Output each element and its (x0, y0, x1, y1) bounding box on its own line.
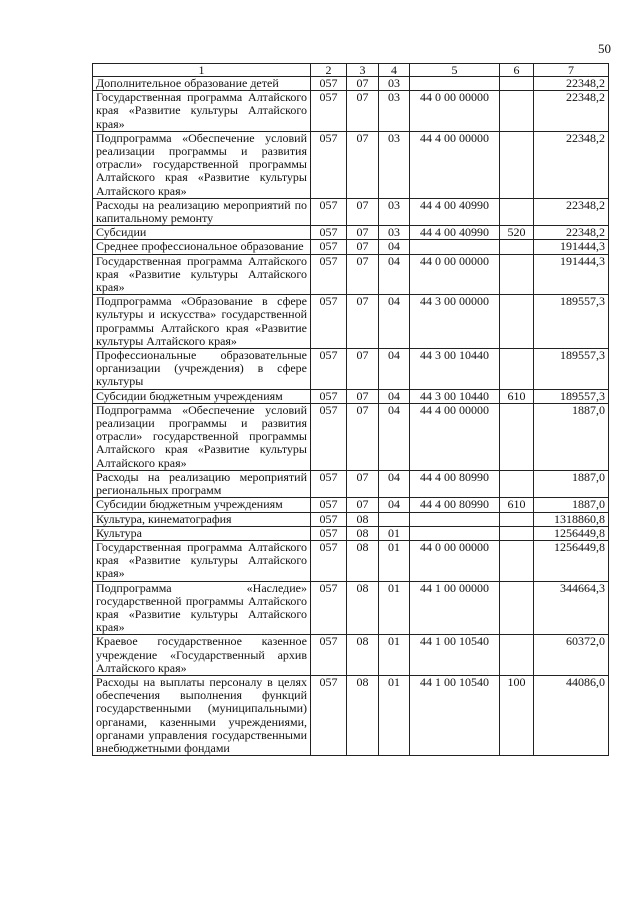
subsection-code: 04 (379, 240, 410, 254)
item-name: Краевое государственное казенное учреждение «Государственный архив Алтайского края» (93, 635, 311, 676)
target-article: 44 1 00 10540 (410, 675, 500, 755)
table-row (93, 77, 609, 91)
subsection-code: 04 (379, 498, 410, 512)
item-name: Расходы на реализацию мероприятий региональных программ (93, 470, 311, 497)
section-code: 08 (347, 526, 379, 540)
ministry-code: 057 (311, 470, 347, 497)
table-row (93, 240, 609, 254)
item-name: Расходы на выплаты персоналу в целях обеспечения выполнения функций государственными (муниципальными) органами, казенными учреждениями, органами управления государственными внебюджетными фондами (93, 675, 311, 755)
ministry-code: 057 (311, 581, 347, 635)
subsection-code: 04 (379, 389, 410, 403)
ministry-code: 057 (311, 512, 347, 526)
item-name: Подпрограмма «Обеспечение условий реализации программы и развития отрасли» государственной программы Алтайского края «Развитие культуры Алтайского края» (93, 131, 311, 198)
item-name: Культура (93, 526, 311, 540)
ministry-code: 057 (311, 403, 347, 470)
target-article (410, 240, 500, 254)
item-name: Культура, кинематография (93, 512, 311, 526)
ministry-code: 057 (311, 77, 347, 91)
subsection-code: 03 (379, 131, 410, 198)
column-header: 7 (534, 64, 609, 77)
column-header: 6 (500, 64, 534, 77)
amount: 189557,3 (534, 389, 609, 403)
item-name: Государственная программа Алтайского края «Развитие культуры Алтайского края» (93, 540, 311, 581)
item-name: Профессиональные образовательные организации (учреждения) в сфере культуры (93, 349, 311, 390)
amount: 22348,2 (534, 198, 609, 225)
section-code: 08 (347, 540, 379, 581)
amount: 1256449,8 (534, 540, 609, 581)
amount: 189557,3 (534, 295, 609, 349)
item-name: Подпрограмма «Образование в сфере культуры и искусства» государственной программы Алтайского края «Развитие культуры Алтайского края» (93, 295, 311, 349)
amount: 44086,0 (534, 675, 609, 755)
section-code: 07 (347, 131, 379, 198)
target-article: 44 0 00 00000 (410, 91, 500, 132)
amount: 191444,3 (534, 240, 609, 254)
table-row (93, 512, 609, 526)
table-row (93, 498, 609, 512)
subsection-code: 03 (379, 226, 410, 240)
table-row (93, 470, 609, 497)
budget-table (92, 63, 609, 756)
subsection-code: 03 (379, 91, 410, 132)
amount: 189557,3 (534, 349, 609, 390)
subsection-code: 04 (379, 403, 410, 470)
expense-type (500, 540, 534, 581)
expense-type (500, 470, 534, 497)
target-article: 44 4 00 00000 (410, 131, 500, 198)
table-row (93, 91, 609, 132)
section-code: 07 (347, 349, 379, 390)
expense-type (500, 581, 534, 635)
item-name: Государственная программа Алтайского края «Развитие культуры Алтайского края» (93, 254, 311, 295)
subsection-code: 03 (379, 198, 410, 225)
subsection-code: 01 (379, 526, 410, 540)
table-row (93, 198, 609, 225)
subsection-code: 01 (379, 581, 410, 635)
table-row (93, 403, 609, 470)
table-row (93, 540, 609, 581)
subsection-code: 04 (379, 470, 410, 497)
expense-type: 610 (500, 498, 534, 512)
expense-type (500, 77, 534, 91)
expense-type (500, 526, 534, 540)
column-header: 5 (410, 64, 500, 77)
ministry-code: 057 (311, 131, 347, 198)
header-row (93, 64, 609, 77)
section-code: 08 (347, 635, 379, 676)
amount: 22348,2 (534, 226, 609, 240)
amount: 22348,2 (534, 131, 609, 198)
section-code: 07 (347, 77, 379, 91)
subsection-code: 04 (379, 295, 410, 349)
ministry-code: 057 (311, 226, 347, 240)
expense-type (500, 254, 534, 295)
table-row (93, 254, 609, 295)
amount: 22348,2 (534, 77, 609, 91)
expense-type (500, 295, 534, 349)
table-row (93, 675, 609, 755)
column-header: 3 (347, 64, 379, 77)
subsection-code (379, 512, 410, 526)
ministry-code: 057 (311, 240, 347, 254)
subsection-code: 01 (379, 540, 410, 581)
table-row (93, 349, 609, 390)
amount: 344664,3 (534, 581, 609, 635)
ministry-code: 057 (311, 349, 347, 390)
section-code: 07 (347, 91, 379, 132)
amount: 1887,0 (534, 470, 609, 497)
target-article (410, 526, 500, 540)
amount: 60372,0 (534, 635, 609, 676)
column-header: 1 (93, 64, 311, 77)
section-code: 08 (347, 581, 379, 635)
expense-type (500, 91, 534, 132)
subsection-code: 04 (379, 254, 410, 295)
target-article: 44 4 00 80990 (410, 470, 500, 497)
ministry-code: 057 (311, 389, 347, 403)
item-name: Подпрограмма «Обеспечение условий реализации программы и развития отрасли» государственной программы Алтайского края «Развитие культуры Алтайского края» (93, 403, 311, 470)
ministry-code: 057 (311, 198, 347, 225)
ministry-code: 057 (311, 540, 347, 581)
table-row (93, 389, 609, 403)
ministry-code: 057 (311, 526, 347, 540)
expense-type: 520 (500, 226, 534, 240)
column-header: 4 (379, 64, 410, 77)
item-name: Субсидии бюджетным учреждениям (93, 389, 311, 403)
section-code: 07 (347, 198, 379, 225)
target-article (410, 77, 500, 91)
target-article (410, 512, 500, 526)
section-code: 07 (347, 226, 379, 240)
target-article: 44 1 00 10540 (410, 635, 500, 676)
section-code: 07 (347, 498, 379, 512)
ministry-code: 057 (311, 675, 347, 755)
table-row (93, 526, 609, 540)
section-code: 07 (347, 389, 379, 403)
ministry-code: 057 (311, 295, 347, 349)
item-name: Среднее профессиональное образование (93, 240, 311, 254)
column-header: 2 (311, 64, 347, 77)
subsection-code: 03 (379, 77, 410, 91)
expense-type (500, 240, 534, 254)
section-code: 08 (347, 512, 379, 526)
section-code: 07 (347, 403, 379, 470)
section-code: 07 (347, 254, 379, 295)
amount: 1318860,8 (534, 512, 609, 526)
ministry-code: 057 (311, 254, 347, 295)
subsection-code: 01 (379, 675, 410, 755)
target-article: 44 0 00 00000 (410, 254, 500, 295)
expense-type (500, 512, 534, 526)
amount: 1256449,8 (534, 526, 609, 540)
section-code: 07 (347, 295, 379, 349)
target-article: 44 0 00 00000 (410, 540, 500, 581)
table-row (93, 295, 609, 349)
item-name: Субсидии бюджетным учреждениям (93, 498, 311, 512)
target-article: 44 1 00 00000 (410, 581, 500, 635)
subsection-code: 04 (379, 349, 410, 390)
table-row (93, 131, 609, 198)
subsection-code: 01 (379, 635, 410, 676)
ministry-code: 057 (311, 91, 347, 132)
item-name: Дополнительное образование детей (93, 77, 311, 91)
target-article: 44 4 00 40990 (410, 226, 500, 240)
item-name: Подпрограмма «Наследие» государственной программы Алтайского края «Развитие культуры Алтайского края» (93, 581, 311, 635)
amount: 191444,3 (534, 254, 609, 295)
target-article: 44 4 00 80990 (410, 498, 500, 512)
expense-type: 610 (500, 389, 534, 403)
section-code: 07 (347, 240, 379, 254)
expense-type (500, 198, 534, 225)
expense-type (500, 635, 534, 676)
amount: 22348,2 (534, 91, 609, 132)
amount: 1887,0 (534, 403, 609, 470)
ministry-code: 057 (311, 498, 347, 512)
amount: 1887,0 (534, 498, 609, 512)
section-code: 08 (347, 675, 379, 755)
ministry-code: 057 (311, 635, 347, 676)
item-name: Расходы на реализацию мероприятий по капитальному ремонту (93, 198, 311, 225)
expense-type (500, 349, 534, 390)
item-name: Субсидии (93, 226, 311, 240)
page-number: 50 (598, 41, 611, 56)
table-row (93, 226, 609, 240)
table-row (93, 635, 609, 676)
target-article: 44 4 00 00000 (410, 403, 500, 470)
expense-type (500, 131, 534, 198)
expense-type (500, 403, 534, 470)
target-article: 44 4 00 40990 (410, 198, 500, 225)
item-name: Государственная программа Алтайского края «Развитие культуры Алтайского края» (93, 91, 311, 132)
table-row (93, 581, 609, 635)
expense-type: 100 (500, 675, 534, 755)
target-article: 44 3 00 10440 (410, 389, 500, 403)
target-article: 44 3 00 00000 (410, 295, 500, 349)
target-article: 44 3 00 10440 (410, 349, 500, 390)
section-code: 07 (347, 470, 379, 497)
